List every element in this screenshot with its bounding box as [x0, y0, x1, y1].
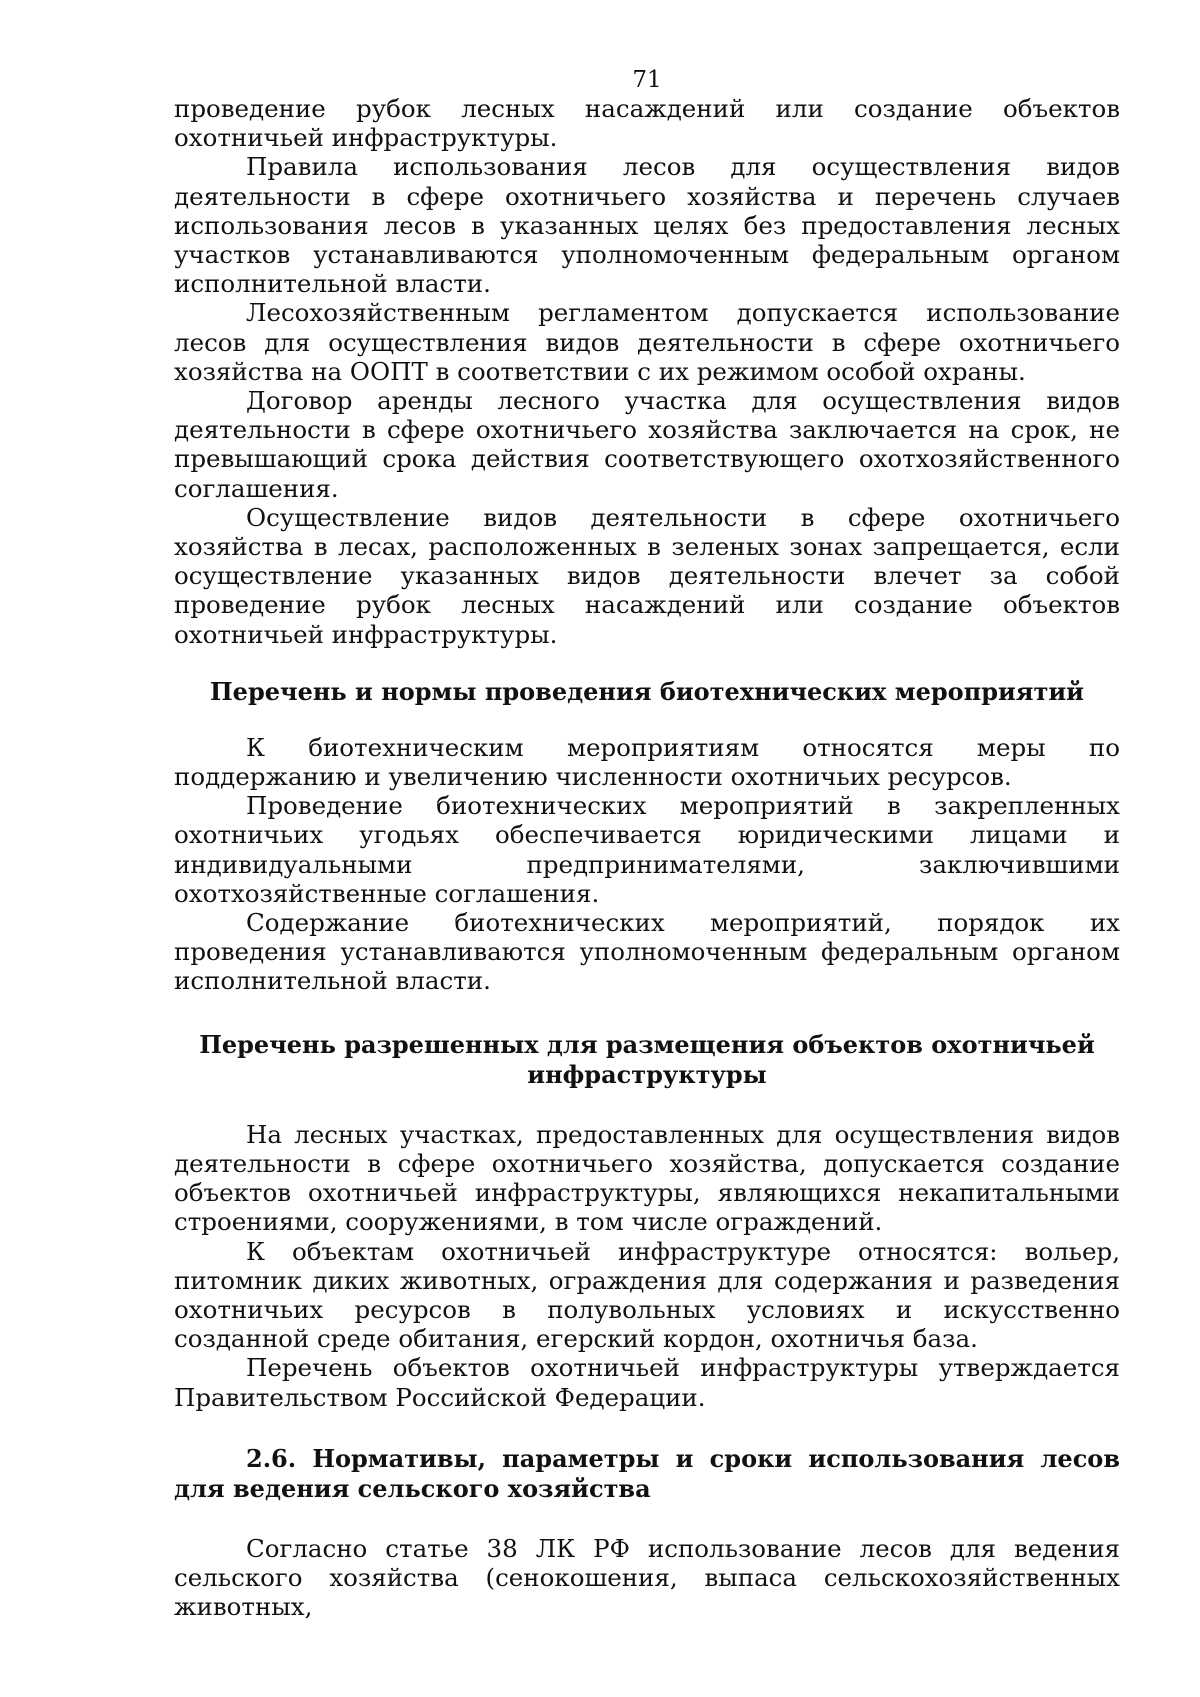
paragraph-hunting-rules: Правила использования лесов для осуществления видов деятельности в сфере охотничьего хозяйства и перечень случаев использования лесов в указанных целях без предоставления лесных участков устанавливаются уполномоченным федеральным органом исполнительной власти.: [174, 152, 1120, 299]
heading-biotechnical-measures: Перечень и нормы проведения биотехнических мероприятий: [210, 676, 1084, 706]
paragraph-continuation: проведение рубок лесных насаждений или создание объектов охотничьей инфраструктуры.: [174, 94, 1120, 153]
paragraph-forest-plots: На лесных участках, предоставленных для осуществления видов деятельности в сфере охотничьего хозяйства, допускается создание объектов охотничьей инфраструктуры, являющихся некапитальными строениями, сооружениями, в том числе ограждений.: [174, 1119, 1120, 1237]
heading-permitted-infrastructure-line1: Перечень разрешенных для размещения объектов охотничьей: [199, 1029, 1095, 1059]
heading-permitted-infrastructure-line2: инфраструктуры: [527, 1059, 767, 1089]
paragraph-infrastructure-objects: К объектам охотничьей инфраструктуре относятся: вольер, питомник диких животных, ограждения для содержания и разведения охотничьих ресурсов в полувольных условиях и искусственно созданной среде обитания, егерский кордон, охотничья база.: [174, 1236, 1120, 1354]
paragraph-biotechnical-content: Содержание биотехнических мероприятий, порядок их проведения устанавливаются уполномоченным федеральным органом исполнительной власти.: [174, 908, 1120, 996]
paragraph-forestry-regulation: Лесохозяйственным регламентом допускается использование лесов для осуществления видов деятельности в сфере охотничьего хозяйства на ООПТ в соответствии с их режимом особой охраны.: [174, 298, 1120, 386]
heading-section-2-6: 2.6. Нормативы, параметры и сроки использования лесов для ведения сельского хозяйства: [174, 1443, 1120, 1503]
document-page: [174, 66, 1120, 1621]
paragraph-article-38: Согласно статье 38 ЛК РФ использование лесов для ведения сельского хозяйства (сенокошения, выпаса сельскохозяйственных животных,: [174, 1533, 1120, 1622]
paragraph-green-zones: Осуществление видов деятельности в сфере охотничьего хозяйства в лесах, расположенных в зеленых зонах запрещается, если осуществление указанных видов деятельности влечет за собой проведение рубок лесных насаждений или создание объектов охотничьей инфраструктуры.: [174, 502, 1120, 649]
paragraph-biotechnical-provision: Проведение биотехнических мероприятий в закрепленных охотничьих угодьях обеспечивается юридическими лицами и индивидуальными предпринимателями, заключившими охотхозяйственные соглашения.: [174, 791, 1120, 908]
heading-permitted-infrastructure: [174, 1030, 1120, 1090]
page-number: 71: [632, 67, 662, 93]
paragraph-lease-agreement: Договор аренды лесного участка для осуществления видов деятельности в сфере охотничьего хозяйства заключается на срок, не превышающий срока действия соответствующего охотхозяйственного соглашения.: [174, 386, 1120, 503]
paragraph-infrastructure-list: Перечень объектов охотничьей инфраструктуры утверждается Правительством Российской Федерации.: [174, 1353, 1120, 1412]
paragraph-biotechnical-definition: К биотехническим мероприятиям относятся меры по поддержанию и увеличению численности охотничьих ресурсов.: [174, 732, 1120, 792]
